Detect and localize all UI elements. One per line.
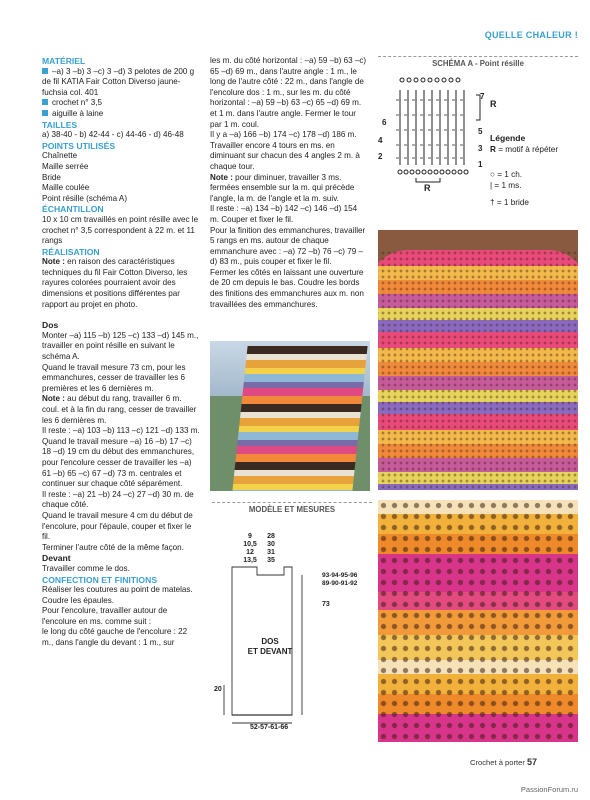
neck-center-labels: 28 30 31 35	[267, 533, 275, 564]
chain-row	[400, 78, 460, 82]
points-heading: POINTS UTILISÉS	[42, 140, 116, 151]
text-column-2	[210, 56, 368, 310]
materiel-heading: MATÉRIEL	[42, 56, 86, 66]
finition-text: les m. du côté horizontal : –a) 59 –b) 63 –c) 65 –d) 69 m., dans l'autre angle : 1 m., le long de l'autre côté : 22 m., dans l'angle de l'encolure dos : 1 m., sur les m. du côté horizontal : –a) 59 –b) 63 –c) 65 –d) 69 m. et 1 m. dans l'autre angle. Fermer le tour par 1 m. coul.	[210, 56, 367, 129]
materiel-item: –a) 3 –b) 3 –c) 3 –d) 3 pelotes de 200 g de fil KATIA Fair Cotton Diverso jaune-fuchsia col. 401	[42, 66, 195, 97]
bullet-square-icon	[42, 68, 48, 74]
materiel-item: crochet n° 3,5	[42, 98, 200, 109]
garment-diagram	[212, 515, 372, 740]
row-label-3: 3	[478, 144, 483, 153]
point-item: Bride	[42, 172, 61, 182]
bullet-square-icon	[42, 110, 48, 116]
schema-divider	[378, 56, 578, 57]
tailles-text: a) 38-40 - b) 42-44 - c) 44-46 - d) 46-48	[42, 130, 184, 140]
finition-text: Note : pour diminuer, travailler 3 ms. fermées ensemble sur la m. qui précède l'angle, la m. de l'angle et la m. suiv.	[210, 172, 355, 203]
devant-text: Travailler comme le dos.	[42, 563, 130, 573]
realisation-note: Note : en raison des caractéristiques techniques du fil Fair Cotton Diverso, les rayures colorées pourraient avoir des dimensions et positions différentes par rapport au projet en photo.	[42, 257, 188, 309]
legend-item-bride: † = 1 bride	[490, 198, 529, 207]
point-item: Maille serrée	[42, 161, 89, 171]
tailles-heading: TAILLES	[42, 119, 78, 130]
legend-title: Légende	[490, 133, 526, 143]
echantillon-heading: ÉCHANTILLON	[42, 204, 104, 215]
section-tag: QUELLE CHALEUR !	[484, 30, 578, 40]
repeat-label-bottom: R	[424, 183, 431, 193]
row-label-5: 5	[478, 127, 483, 136]
finition-text: Il y a –a) 166 –b) 174 –c) 178 –d) 186 m. Travailler encore 4 tours en ms. en diminuant sur chacun des 4 angles 2 m. à chaque tour.	[210, 130, 360, 171]
foundation-chain	[398, 170, 468, 174]
row-label-7: 7	[480, 92, 485, 101]
width-label: 52-57-61-66	[250, 724, 289, 731]
bride-icon: †	[490, 198, 495, 207]
dos-text: Il reste : –a) 103 –b) 113 –c) 121 –d) 133 m. Quand le travail mesure –a) 16 –b) 17 –c) 18 –d) 19 cm du début des emmanchures, pour l'encolure cesser de travailler les –a) 61 –b) 65 –c) 67 –d) 73 m. centrales et continuer sur chaque côté séparément.	[42, 426, 200, 489]
dos-text: Terminer l'autre côté de la même façon.	[42, 542, 184, 552]
devant-heading: Devant	[42, 553, 71, 564]
photo-swatch-closeup	[378, 500, 578, 742]
legend-item-repeat: R = motif à répéter	[490, 145, 559, 154]
schema-title: SCHÉMA A - Point résille	[432, 59, 524, 68]
neck-width-labels: 9 10,5 12 13,5	[243, 533, 257, 564]
dos-text: Quand le travail mesure 4 cm du début de l'encolure, pour l'épaule, couper et fixer le fil.	[42, 510, 193, 542]
finition-text: Il reste : –a) 134 –b) 142 –c) 146 –d) 154 m. Couper et fixer le fil.	[210, 204, 358, 224]
materiel-item: aiguille à laine	[42, 109, 200, 120]
photo-garment-bottom	[210, 341, 370, 491]
row-label-1: 1	[478, 160, 483, 169]
dos-text: Monter –a) 115 –b) 125 –c) 133 –d) 145 m., travailler en point résille en suivant le schéma A.	[42, 330, 199, 362]
bride-columns	[400, 90, 464, 165]
repeat-label-right: R	[490, 99, 497, 109]
watermark: PassionForum.ru	[520, 785, 578, 794]
confection-text: Réaliser les coutures au point de matelas. Coudre les épaules.	[42, 585, 193, 605]
length-label: 73	[322, 601, 330, 608]
finition-text: Fermer les côtés en laissant une ouverture de 20 cm depuis le bas. Coudre les bords des finitions des emmanchures aux m. non travaillées des emmanchures.	[210, 267, 364, 309]
repeat-bracket-bottom	[416, 178, 440, 182]
chain-icon: ○	[490, 170, 495, 179]
finition-text: Pour la finition des emmanchures, travailler 5 rangs en ms. autour de chaque emmanchure avec : –a) 72 –b) 76 –c) 79 –d) 83 m., puis couper et fixer le fil.	[210, 225, 366, 267]
modele-title: MODÈLE ET MESURES	[248, 505, 336, 514]
slit-label: 20	[214, 686, 222, 693]
legend-item-chain: ○ = 1 ch.	[490, 170, 523, 179]
confection-heading: CONFECTION ET FINITIONS	[42, 574, 158, 585]
ms-icon: |	[490, 181, 493, 190]
modele-divider	[212, 502, 372, 503]
page-footer: Crochet à porter 57	[470, 757, 538, 767]
point-item: Point résille (schéma A)	[42, 193, 128, 203]
dos-text: Quand le travail mesure 73 cm, pour les emmanchures, cesser de travailler les 6 premières et les 6 dernières m.	[42, 362, 186, 393]
row-label-6: 6	[382, 118, 387, 127]
stitch-chart	[378, 70, 488, 195]
confection-text: Pour l'encolure, travailler autour de l'encolure en ms. comme suit :	[42, 606, 168, 626]
point-item: Maille coulée	[42, 183, 90, 193]
realisation-heading: RÉALISATION	[42, 246, 100, 257]
photo-garment-top	[378, 230, 578, 490]
dos-text: Il reste : –a) 21 –b) 24 –c) 27 –d) 30 m. de chaque côté.	[42, 489, 194, 510]
row-label-2: 2	[378, 152, 383, 161]
text-column-1	[42, 56, 200, 649]
confection-text: le long du côté gauche de l'encolure : 22 m., dans l'angle du devant : 1 m., sur	[42, 627, 188, 648]
dos-text: Note : au début du rang, travailler 6 m. coul. et à la fin du rang, cesser de travailler les 6 dernières m.	[42, 394, 197, 425]
chest-labels: 93-94-95-96 89-90-91-92	[322, 572, 358, 587]
garment-center-label: DOS ET DEVANT	[247, 637, 293, 656]
echantillon-text: 10 x 10 cm travaillés en point résille avec le crochet n° 3,5 correspondent à 22 m. et 11 rangs	[42, 214, 199, 246]
bullet-square-icon	[42, 99, 48, 105]
row-label-4: 4	[378, 136, 383, 145]
legend-item-ms: | = 1 ms.	[490, 181, 522, 190]
point-item: Chaînette	[42, 151, 78, 161]
chart-legend	[490, 133, 558, 208]
dos-heading: Dos	[42, 320, 59, 331]
